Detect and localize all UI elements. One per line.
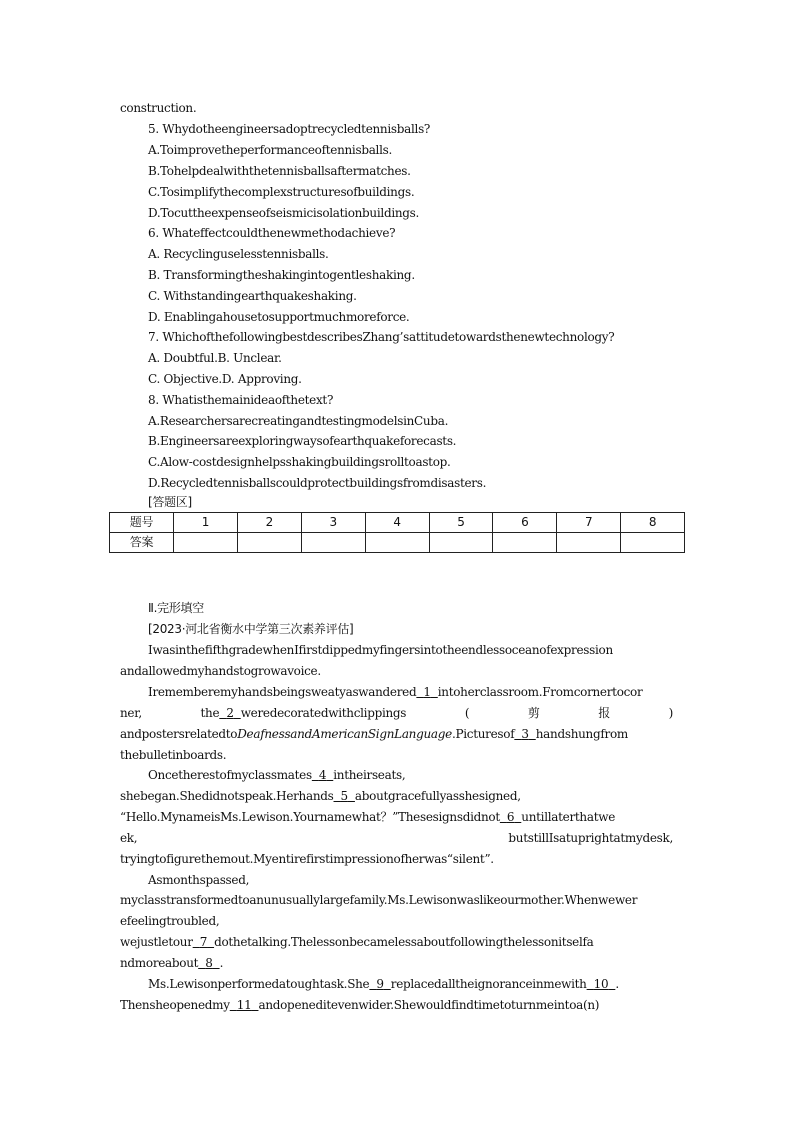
question-6-stem: 6. Whateffectcouldthenewmethodachieve? bbox=[148, 226, 396, 240]
text-run: Oncetherestofmyclassmates bbox=[148, 768, 312, 782]
text-run: wejustletour bbox=[120, 935, 193, 949]
paragraph-2-line bbox=[120, 706, 673, 720]
text-run: shebegan.Shedidnotspeak.Herhands bbox=[120, 789, 334, 803]
paragraph-1-line: IwasinthefifthgradewhenIfirstdippedmyfingersintotheendlessoceanofexpression bbox=[148, 643, 613, 657]
blank-number: 4 bbox=[318, 768, 327, 782]
paragraph-2-line bbox=[120, 727, 628, 741]
answer-blank-cell[interactable] bbox=[493, 533, 557, 553]
blank-number: 11 bbox=[236, 998, 252, 1012]
answer-table bbox=[109, 512, 685, 553]
answer-blank-cell[interactable] bbox=[429, 533, 493, 553]
blank-number: 10 bbox=[593, 977, 609, 991]
question-5-stem: 5. Whydotheengineersadoptrecycledtennisballs? bbox=[148, 122, 431, 136]
blank-7 bbox=[193, 935, 214, 949]
text-run: dothetalking.Thelessonbecamelessaboutfollowingthelessonitselfa bbox=[214, 935, 594, 949]
answer-blank-cell[interactable] bbox=[557, 533, 621, 553]
paragraph-4-line bbox=[120, 935, 594, 949]
paragraph-3-line bbox=[120, 810, 615, 824]
paragraph-3-line bbox=[120, 831, 673, 845]
question-7-options-cd: C. Objective.D. Approving. bbox=[148, 372, 302, 386]
question-8-option-c: C.Alow-costdesignhelpsshakingbuildingsrolltoastop. bbox=[148, 455, 451, 469]
question-5-option-b: B.Tohelpdealwiththetennisballsaftermatches. bbox=[148, 164, 411, 178]
text-run: ek, bbox=[120, 831, 138, 845]
question-6-option-b: B. Transformingtheshakingintogentleshaking. bbox=[148, 268, 415, 282]
text-run: intoherclassroom.Fromcornertocor bbox=[437, 685, 643, 699]
paragraph-2-line bbox=[148, 685, 642, 699]
paragraph-3-line bbox=[120, 789, 521, 803]
blank-11 bbox=[230, 998, 259, 1012]
text-run: 报 bbox=[598, 706, 610, 720]
blank-number: 2 bbox=[226, 706, 234, 720]
text-run: ner, bbox=[120, 706, 142, 720]
paragraph-5-line bbox=[120, 998, 599, 1012]
question-8-option-a: A.ResearchersarecreatingandtestingmodelsinCuba. bbox=[148, 414, 449, 428]
text-run: “Hello.MynameisMs.Lewison.Yournamewhat？”Thesesignsdidnot bbox=[120, 810, 500, 824]
question-5-option-c: C.Tosimplifythecomplexstructuresofbuildings. bbox=[148, 185, 415, 199]
answer-blank-cell[interactable] bbox=[237, 533, 301, 553]
answer-area-label: [答题区] bbox=[148, 495, 192, 509]
blank-number: 5 bbox=[340, 789, 348, 803]
text-run: ndmoreabout bbox=[120, 956, 199, 970]
paragraph-4-line: efeelingtroubled, bbox=[120, 914, 220, 928]
paragraph-2-line: thebulletinboards. bbox=[120, 748, 227, 762]
text-run: andopeneditevenwider.Shewouldfindtimetoturnmeintoa(n) bbox=[258, 998, 600, 1012]
text-run: Irememberemyhandsbeingsweatyaswandered bbox=[148, 685, 417, 699]
text-run: . bbox=[615, 977, 619, 991]
paragraph-4-line bbox=[120, 956, 223, 970]
text-run: ) bbox=[668, 706, 673, 720]
text-run: replacedalltheignoranceinmewith bbox=[390, 977, 587, 991]
blank-5 bbox=[334, 789, 355, 803]
blank-number: 6 bbox=[506, 810, 515, 824]
paragraph-3-line: tryingtofigurethemout.Myentirefirstimpressionofherwas“silent”. bbox=[120, 852, 494, 866]
question-8-option-b: B.Engineersareexploringwaysofearthquakeforecasts. bbox=[148, 434, 457, 448]
answer-number-cell: 6 bbox=[493, 513, 557, 533]
answer-number-cell: 8 bbox=[621, 513, 685, 533]
text-run: intheirseats, bbox=[333, 768, 406, 782]
question-8-option-d: D.Recycledtennisballscouldprotectbuildingsfromdisasters. bbox=[148, 476, 487, 490]
italic-title: DeafnessandAmericanSignLanguage bbox=[237, 727, 452, 741]
continuation-line: construction. bbox=[120, 101, 197, 115]
text-run: 剪 bbox=[527, 706, 540, 720]
answer-number-cell: 3 bbox=[301, 513, 365, 533]
answer-blank-cell[interactable] bbox=[174, 533, 238, 553]
text-run: Thensheopenedmy bbox=[120, 998, 230, 1012]
text-run: ( bbox=[464, 706, 470, 720]
blank-1 bbox=[416, 685, 437, 699]
text-run: Ms.Lewisonperformedatoughtask.She bbox=[148, 977, 370, 991]
text-run bbox=[201, 706, 407, 720]
answer-table-number-row bbox=[110, 513, 685, 533]
blank-3 bbox=[514, 727, 535, 741]
question-7-stem: 7. WhichofthefollowingbestdescribesZhang’sattitudetowardsthenewtechnology? bbox=[148, 330, 615, 344]
blank-9 bbox=[369, 977, 390, 991]
text-run: .Picturesof bbox=[451, 727, 515, 741]
blank-2 bbox=[219, 706, 240, 720]
answer-number-cell: 7 bbox=[557, 513, 621, 533]
answer-number-cell: 4 bbox=[365, 513, 429, 533]
paragraph-1-line: andallowedmyhandstogrowavoice. bbox=[120, 664, 321, 678]
question-6-option-c: C. Withstandingearthquakeshaking. bbox=[148, 289, 357, 303]
question-5-option-d: D.Tocuttheexpenseofseismicisolationbuildings. bbox=[148, 206, 420, 220]
blank-4 bbox=[312, 768, 333, 782]
question-6-option-a: A. Recyclinguselesstennisballs. bbox=[148, 247, 329, 261]
text-run: . bbox=[219, 956, 224, 970]
answer-number-cell: 2 bbox=[237, 513, 301, 533]
answer-blank-cell[interactable] bbox=[301, 533, 365, 553]
answer-blank-cell[interactable] bbox=[621, 533, 685, 553]
paragraph-5-line bbox=[148, 977, 619, 991]
paragraph-4-line: myclasstransformedtoanunusuallylargefamily.Ms.Lewisonwaslikeourmother.Whenwewer bbox=[120, 893, 638, 907]
text-run: the bbox=[200, 706, 220, 720]
text-run: andpostersrelatedto bbox=[120, 727, 238, 741]
text-run: butstillIsatuprightatmydesk, bbox=[508, 831, 673, 845]
answer-number-cell: 1 bbox=[174, 513, 238, 533]
answer-number-cell: 5 bbox=[429, 513, 493, 533]
question-6-option-d: D. Enablingahousetosupportmuchmoreforce. bbox=[148, 310, 410, 324]
blank-number: 8 bbox=[205, 956, 213, 970]
paragraph-3-line bbox=[148, 768, 405, 782]
blank-number: 9 bbox=[376, 977, 384, 991]
source-note: [2023·河北省衡水中学第三次素养评估] bbox=[148, 622, 354, 636]
answer-table-row-header: 题号 bbox=[110, 513, 174, 533]
question-8-stem: 8. Whatisthemainideaofthetext? bbox=[148, 393, 334, 407]
text-run: untillaterthatwe bbox=[521, 810, 615, 824]
blank-number: 1 bbox=[423, 685, 431, 699]
blank-10 bbox=[587, 977, 616, 991]
blank-number: 3 bbox=[521, 727, 529, 741]
text-run: handshungfrom bbox=[535, 727, 628, 741]
answer-blank-cell[interactable] bbox=[365, 533, 429, 553]
answer-table-row-header: 答案 bbox=[110, 533, 174, 553]
question-5-option-a: A.Toimprovetheperformanceoftennisballs. bbox=[148, 143, 393, 157]
answer-table-answer-row bbox=[110, 533, 685, 553]
question-7-options-ab: A. Doubtful.B. Unclear. bbox=[148, 351, 282, 365]
blank-8 bbox=[198, 956, 219, 970]
text-run: aboutgracefullyasshesigned, bbox=[354, 789, 521, 803]
section-title: Ⅱ.完形填空 bbox=[148, 601, 204, 615]
text-run: weredecoratedwithclippings bbox=[240, 706, 407, 720]
paragraph-4-line: Asmonthspassed, bbox=[148, 873, 250, 887]
blank-number: 7 bbox=[199, 935, 208, 949]
blank-6 bbox=[500, 810, 521, 824]
